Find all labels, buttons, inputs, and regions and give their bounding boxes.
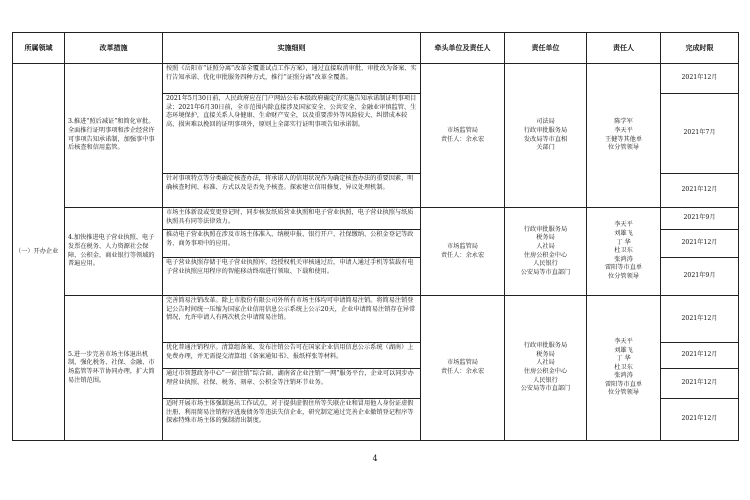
header-deadline: 完成时限	[661, 33, 739, 64]
person-line: 雷阳等市直单	[604, 380, 643, 388]
detail-cell: 推动电子营业执照在涉及市场主体准入、纳税申报、银行开户、社保缴纳、公积金登记等政务、商务事项中的应用。	[163, 230, 421, 258]
unit-line: 行政审批服务局	[523, 342, 568, 350]
person-line: 张鸿涛	[614, 372, 633, 380]
persons-cell	[587, 208, 661, 296]
page-number: 4	[372, 454, 378, 463]
unit-line: 人社局	[536, 242, 555, 250]
detail-cell: 通过市智慧政务中心“一窗注销”综合窗、湖南省企业注销“一网”服务平台，企业可以同步办理营业执照、社保、税务、刻章、公积金等注销环节业务。	[163, 369, 421, 399]
unit-line: 住房公积金中心	[523, 251, 568, 259]
person-line: 王健等其他单	[604, 135, 643, 143]
header-person: 责任人	[587, 33, 661, 64]
person-line: 丁 华	[616, 355, 631, 363]
lead-unit: 市场监管局	[447, 242, 478, 250]
deadline-cell: 2021年12月	[661, 369, 739, 399]
deadline-cell: 2021年12月	[661, 230, 739, 258]
persons-cell	[587, 64, 661, 208]
deadline-cell: 2021年12月	[661, 343, 739, 369]
deadline-cell: 2021年9月	[661, 208, 739, 230]
table-row	[13, 208, 739, 230]
lead-cell	[421, 208, 505, 296]
detail-cell: 市场主体新设或变更登记时，同步核发纸质营业执照和电子营业执照，电子营业执照与纸质执照具有同等法律效力。	[163, 208, 421, 230]
person-line: 杜卫东	[614, 363, 633, 371]
header-measure: 改革措施	[65, 33, 163, 64]
table-row	[13, 64, 739, 94]
unit-line: 发改局等市直相	[523, 135, 568, 143]
lead-unit: 市场监管局	[447, 359, 478, 367]
area-cell: （一）开办企业	[13, 64, 65, 441]
detail-cell: 适时开展市场主体强制退出工作试点，对于提供虚假住所等失联企业和冒用他人身份证虚假注册、利用简易注销程序逃废债务等违法失信企业，研究制定通过完善企业撤销登记程序等探索特殊市场主体的强制清出制度。	[163, 399, 421, 441]
lead-person: 责任人：余永宏	[440, 368, 485, 375]
person-line: 李天平	[614, 126, 633, 134]
person-line: 丁 华	[616, 238, 631, 246]
unit-line: 行政审批服务局	[523, 225, 568, 233]
header-details: 实施细则	[163, 33, 421, 64]
detail-cell: 电子营业执照存储于电子营业执照库，经授权机关审核通过后，申请人通过手机等装载有电子营业执照应用程序的智能移动终端进行领取、下载和使用。	[163, 258, 421, 296]
header-area: 所属领域	[13, 33, 65, 64]
unit-line: 公安局等市直部门	[520, 268, 571, 276]
unit-line: 关部门	[536, 144, 555, 152]
header-row	[13, 33, 739, 64]
person-line: 刘雄飞	[614, 346, 633, 354]
detail-cell: 2021年5月30日前，人民政府应在门户网站公布本级政府确定的实施告知承诺制证明事项目录；2021年6月30日前，全市范围内除直接涉及国家安全、公共安全、金融业审慎监管、生态环境保护，直接关系人身健康、生命财产安全，以及重要涉外等风险较大、纠错成本较高、损害难以挽回的证明事项外，原则上全部实行证明事项告知承诺制。	[163, 94, 421, 174]
deadline-cell: 2021年9月	[661, 258, 739, 296]
unit-line: 人民银行	[533, 376, 558, 384]
unit-line: 税务局	[536, 350, 555, 358]
unit-line: 住房公积金中心	[523, 368, 568, 375]
header-units: 责任单位	[505, 33, 587, 64]
lead-person: 责任人：余永宏	[440, 251, 485, 259]
unit-line: 人社局	[536, 359, 555, 367]
person-line: 雷阳等市直单	[604, 264, 643, 272]
unit-line: 公安局等市直部门	[520, 385, 571, 393]
measure-3: 3.推进“照后减证”和简化审批。全面推行证明事项和涉企经营许可事项告知承诺制，加强事中事后核查和信用监管。	[65, 64, 163, 208]
reform-table	[12, 32, 739, 441]
detail-cell: 完善简易注销改革。除上市股份有限公司外所有市场主体均可申请简易注销。将简易注销登记公告时间统一压缩为国家企业信用信息公示系统上公示20天，企业申请简易注销存在异常情况，允许申请人有两次机会申请简易注销。	[163, 296, 421, 343]
lead-unit: 市场监管局	[447, 126, 478, 134]
detail-cell: 针对事项特点等分类确定核查办法，将承诺人的信用状况作为确定核查办法的重要因素，明确核查时间、标准、方式以及是否免予核查。探索建立信用修复、异议处理机制。	[163, 174, 421, 208]
deadline-cell: 2021年12月	[661, 296, 739, 343]
person-line: 李天平	[614, 337, 633, 345]
detail-cell: 按照《岳阳市“证照分离”改革全覆盖试点工作方案》，通过直接取消审批、审批改为备案、实行告知承诺、优化审批服务四种方式，推行“证照分离”改革全覆盖。	[163, 64, 421, 94]
header-lead: 牵头单位及责任人	[421, 33, 505, 64]
lead-person: 责任人：余永宏	[440, 135, 485, 143]
person-line: 刘雄飞	[614, 230, 633, 238]
measure-5: 5.进一步完善市场主体退出机制，强化税务、社保、金融、市场监管等环节协同办理，扩大简易注销范围。	[65, 296, 163, 441]
units-cell	[505, 208, 587, 296]
unit-line: 人民银行	[533, 260, 558, 268]
deadline-cell: 2021年12月	[661, 399, 739, 441]
person-line: 杜卫东	[614, 247, 633, 255]
person-line: 张鸿涛	[614, 255, 633, 263]
person-line: 位分管领导	[608, 272, 639, 280]
units-cell	[505, 64, 587, 208]
units-cell	[505, 296, 587, 441]
measure-4: 4.加快推进电子营业执照、电子发票在税务、人力资源社会保障、公积金、商业银行等领域的普遍应用。	[65, 208, 163, 296]
lead-cell	[421, 296, 505, 441]
deadline-cell: 2021年7月	[661, 94, 739, 174]
person-line: 位分管领导	[608, 144, 639, 152]
unit-line: 行政审批服务局	[523, 126, 568, 134]
person-line: 李天平	[614, 221, 633, 229]
lead-cell	[421, 64, 505, 208]
table-row	[13, 296, 739, 343]
persons-cell	[587, 296, 661, 441]
detail-cell: 优化普通注销程序。清算组备案、发布注销公告可在国家企业信用信息公示系统（湖南）上免费办理，并无需提交清算组《备案通知书》、报纸样张等材料。	[163, 343, 421, 369]
deadline-cell: 2021年12月	[661, 174, 739, 208]
unit-line: 税务局	[536, 234, 555, 242]
deadline-cell: 2021年12月	[661, 64, 739, 94]
person-line: 陈学军	[614, 118, 633, 126]
unit-line: 司法局	[536, 118, 555, 126]
person-line: 位分管领导	[608, 389, 639, 397]
